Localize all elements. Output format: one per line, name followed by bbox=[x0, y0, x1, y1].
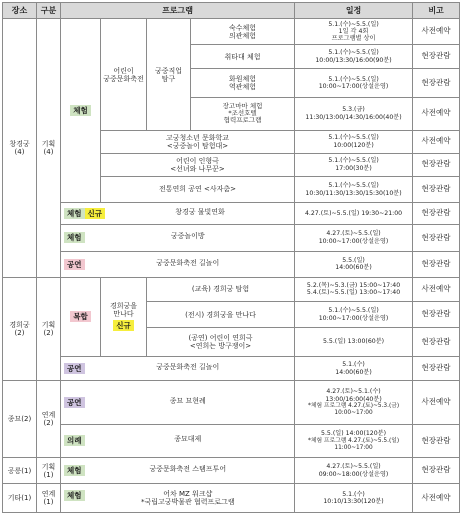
schedule-cell: 4.27.(토)~5.5.(일) 19:30~21:00 bbox=[295, 203, 413, 225]
program-name: 어차 MZ 워크샵 *국립고궁박물관 협력프로그램 bbox=[140, 490, 235, 507]
remark-cell: 현장관람 bbox=[413, 176, 460, 202]
remark-cell: 사전예약 bbox=[413, 130, 460, 153]
header-place: 장소 bbox=[3, 3, 37, 19]
court-job-label: 궁중직업 탐구 bbox=[147, 19, 191, 130]
schedule-cell: 5.1.(수)~5.5.(일) 10:30/11:30/13:30/15:30(10분) bbox=[295, 176, 413, 202]
schedule-cell: 5.1.(수)~5.5.(일) 10:00(120분) bbox=[295, 130, 413, 153]
program-name: 취타대 체험 bbox=[191, 45, 295, 69]
header-division: 구분 bbox=[37, 3, 61, 19]
festival-name: 어린이 궁중문화축전 bbox=[101, 19, 147, 130]
program-name: 화원체험 역관체험 bbox=[191, 69, 295, 98]
schedule-cell: 5.5.(일) 13:00(60분) bbox=[295, 328, 413, 357]
category-badge-experience: 체험 bbox=[64, 490, 85, 501]
schedule-cell: 5.1.(수)~5.5.(일) 17:00(30분) bbox=[295, 153, 413, 176]
schedule-cell: 5.1.(수)~5.5.(일) 1일 각 4회 프로그램별 상이 bbox=[295, 19, 413, 45]
program-name: 장고마마 체험 *조선호텔 협력프로그램 bbox=[191, 97, 295, 130]
program-name: 궁중문화축전 길놀이 bbox=[156, 363, 220, 371]
remark-cell: 사전예약 bbox=[413, 277, 460, 301]
table-row bbox=[3, 277, 460, 301]
table-row bbox=[3, 484, 460, 513]
place-cell: 경희궁 (2) bbox=[3, 277, 37, 380]
program-name: 창경궁 물빛연화 bbox=[175, 208, 225, 217]
schedule-cell: 5.1.(수)~5.5.(일) 10:00~17:00(상설운영) bbox=[295, 69, 413, 98]
program-schedule-table bbox=[2, 2, 459, 513]
program-name: 종묘대제 bbox=[174, 435, 202, 444]
remark-cell: 현장관람 bbox=[413, 356, 460, 380]
division-cell: 기획 (1) bbox=[37, 457, 61, 483]
table-row bbox=[3, 19, 460, 45]
category-badge-experience: 체험 bbox=[64, 465, 85, 476]
remark-cell: 현장관람 bbox=[413, 225, 460, 251]
header-program: 프로그램 bbox=[61, 3, 295, 19]
program-cell bbox=[61, 225, 295, 251]
schedule-cell: 5.2.(목)~5.3.(금) 15:00~17:40 5.4.(토)~5.5.(일) 13:00~17:40 bbox=[295, 277, 413, 301]
remark-cell: 현장관람 bbox=[413, 45, 460, 69]
remark-cell: 현장관람 bbox=[413, 425, 460, 458]
program-cell bbox=[61, 457, 295, 483]
remark-cell: 사전예약 bbox=[413, 381, 460, 425]
schedule-table bbox=[2, 2, 460, 513]
schedule-cell: 5.1.(수)~5.5.(일) 10:00~17:00(상설운영) bbox=[295, 302, 413, 328]
place-cell: 종묘(2) bbox=[3, 381, 37, 458]
remark-cell: 현장관람 bbox=[413, 69, 460, 98]
table-row bbox=[3, 425, 460, 458]
division-cell: 기획 (4) bbox=[37, 19, 61, 277]
header-row bbox=[3, 3, 460, 19]
category-badge-performance: 공연 bbox=[64, 397, 85, 408]
category-badge-experience: 체험 bbox=[70, 105, 91, 116]
place-cell: 기타(1) bbox=[3, 484, 37, 513]
program-cell bbox=[61, 251, 295, 277]
category-cell bbox=[61, 19, 101, 203]
table-row bbox=[3, 203, 460, 225]
program-cell bbox=[61, 356, 295, 380]
table-row bbox=[3, 457, 460, 483]
division-cell: 연계 (1) bbox=[37, 484, 61, 513]
program-cell bbox=[61, 381, 295, 425]
group-cell bbox=[101, 277, 147, 356]
place-cell: 공릉(1) bbox=[3, 457, 37, 483]
category-badge-performance: 공연 bbox=[64, 363, 85, 374]
category-badge-ritual: 의례 bbox=[64, 435, 85, 446]
schedule-cell: 5.5.(일) 14:00(60분) bbox=[295, 251, 413, 277]
schedule-note: *체험 프로그램 4.27.(토)~5.3.(금) 10:00~17:00 bbox=[307, 403, 400, 416]
remark-cell: 현장관람 bbox=[413, 203, 460, 225]
remark-cell: 현장관람 bbox=[413, 328, 460, 357]
schedule-cell: 4.27.(토)~5.1.(수) 13:00/16:00(40분) *체험 프로그램 4.27.(토)~5.3.(금) 10:00~17:00 bbox=[295, 381, 413, 425]
table-row bbox=[3, 381, 460, 425]
program-name: 종묘 묘현례 bbox=[169, 397, 206, 406]
program-name: (교육) 경희궁 탐험 bbox=[147, 277, 295, 301]
schedule-cell: 4.27.(토)~5.5.(일) 10:00~17:00(상설운영) bbox=[295, 225, 413, 251]
schedule-cell: 5.1.(수) 10:10/13:30(120분) bbox=[295, 484, 413, 513]
place-cell: 창경궁 (4) bbox=[3, 19, 37, 277]
remark-cell: 사전예약 bbox=[413, 19, 460, 45]
category-badge-experience: 체험 bbox=[64, 232, 85, 243]
program-name: 궁중문화축전 스탬프투어 bbox=[149, 465, 227, 474]
program-name: 고궁청소년 문화학교 <궁중놀이 탐험대> bbox=[101, 130, 295, 153]
remark-cell: 사전예약 bbox=[413, 484, 460, 513]
table-row bbox=[3, 251, 460, 277]
program-name: 궁중문화축전 길놀이 bbox=[156, 258, 220, 267]
group-name: 경희궁을 만나다 bbox=[109, 302, 138, 319]
remark-cell: 현장관람 bbox=[413, 153, 460, 176]
schedule-cell: 4.27.(토)~5.5.(일) 09:00~18:00(상설운영) bbox=[295, 457, 413, 483]
header-remark: 비고 bbox=[413, 3, 460, 19]
program-name: (공연) 어린이 연희극 <연희는 방구쟁이> bbox=[147, 328, 295, 357]
schedule-note: *체험 프로그램 4.27.(토)~5.5.(일) 11:00~17:00 bbox=[307, 437, 400, 451]
remark-cell: 현장관람 bbox=[413, 302, 460, 328]
schedule-cell: 5.5.(일) 14:00(120분) *체험 프로그램 4.27.(토)~5.5.(일) 11:00~17:00 bbox=[295, 425, 413, 458]
new-badge: 신규 bbox=[85, 208, 106, 219]
schedule-cell: 5.1.(수) 14:00(60분) bbox=[295, 356, 413, 380]
remark-cell: 현장관람 bbox=[413, 457, 460, 483]
program-cell bbox=[61, 484, 295, 513]
division-cell: 기획 (2) bbox=[37, 277, 61, 380]
schedule-cell: 5.1.(수)~5.5.(일) 10:00/13:30/16:00(90분) bbox=[295, 45, 413, 69]
program-cell bbox=[61, 203, 295, 225]
table-row bbox=[3, 225, 460, 251]
program-name: 숙수체험 의관체험 bbox=[191, 19, 295, 45]
category-badge-mixed: 복합 bbox=[70, 311, 91, 322]
division-cell: 연계 (2) bbox=[37, 381, 61, 458]
remark-cell: 사전예약 bbox=[413, 97, 460, 130]
program-name: 궁중놀이방 bbox=[170, 232, 205, 241]
program-name: (전시) 경희궁을 만나다 bbox=[147, 302, 295, 328]
category-cell bbox=[61, 277, 101, 356]
program-name: 전통연희 공연 <사자춤> bbox=[101, 176, 295, 202]
program-name: 어린이 인형극 <선녀와 나무꾼> bbox=[101, 153, 295, 176]
category-badge-performance: 공연 bbox=[64, 259, 85, 270]
new-badge: 신규 bbox=[113, 320, 134, 331]
remark-cell: 현장관람 bbox=[413, 251, 460, 277]
program-cell bbox=[61, 425, 295, 458]
header-schedule: 일정 bbox=[295, 3, 413, 19]
category-badge-experience: 체험 bbox=[64, 208, 85, 219]
schedule-cell: 5.3.(금) 11:30/13:00/14:30/16:00(40분) bbox=[295, 97, 413, 130]
table-row bbox=[3, 356, 460, 380]
